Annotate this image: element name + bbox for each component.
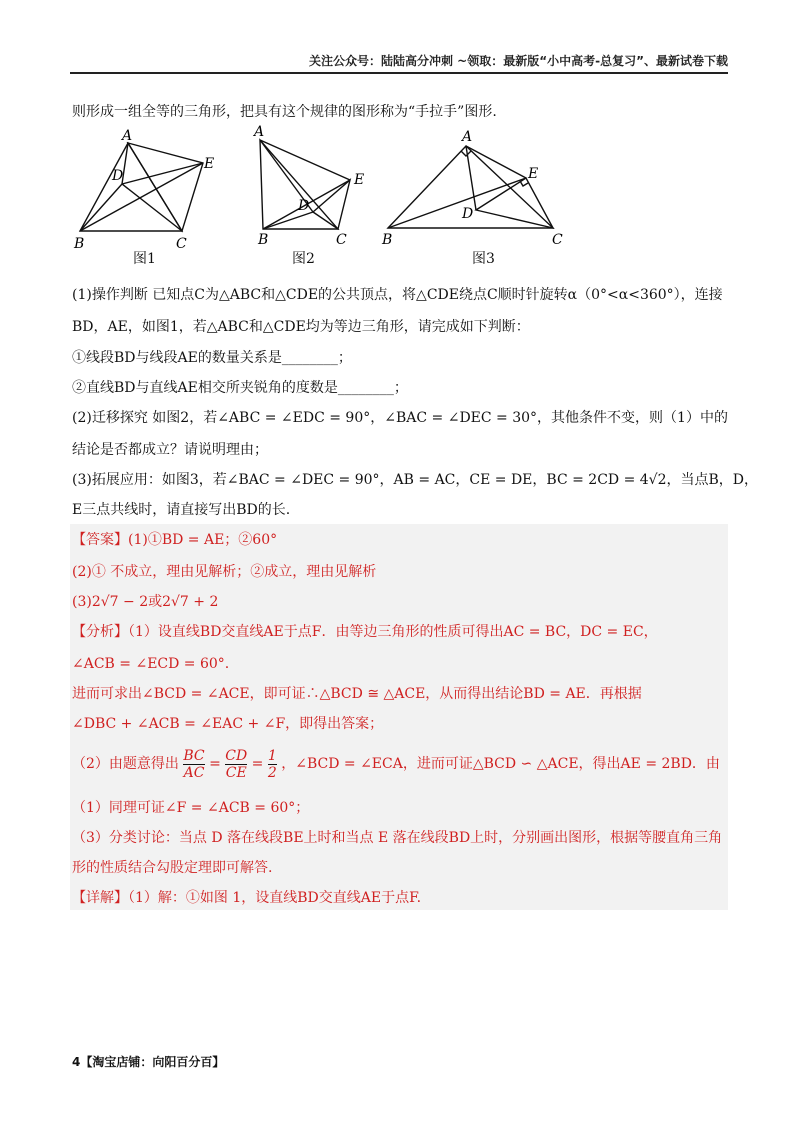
fig2-label-b: B: [258, 232, 269, 248]
detail-1: 【详解】（1）解：①如图 1，设直线BD交直线AE于点F.: [72, 890, 422, 906]
fig3-caption: 图3: [472, 251, 495, 267]
fig3-label-b: B: [382, 232, 393, 248]
equals-2: =: [251, 756, 264, 772]
intro-text: 则形成一组全等的三角形，把具有这个规律的图形称为“手拉手”图形.: [72, 104, 497, 120]
fraction-bc-ac: [183, 748, 204, 781]
fraction-one-half-numerator: 1: [267, 747, 277, 764]
problem-2-line-1: (2)迁移探究 如图2，若∠ABC = ∠EDC = 90°，∠BAC = ∠DEC = 30°，其他条件不变，则（1）中的: [72, 410, 728, 426]
figure-1: [70, 128, 230, 263]
fig3-label-c: C: [552, 232, 563, 248]
equals-1: =: [209, 756, 221, 772]
analysis-2: ∠ACB = ∠ECD = 60°.: [72, 656, 230, 672]
page-footer: 4【淘宝店铺：向阳百分百】: [72, 1055, 225, 1069]
fig1-label-b: B: [74, 236, 85, 252]
analysis-5-post: ，∠BCD = ∠ECA，进而可证△BCD ∽ △ACE，得出AE = 2BD．由: [281, 756, 720, 772]
problem-1-q1: ①线段BD与线段AE的数量关系是________；: [72, 350, 352, 366]
fraction-cd-ce-denominator: CE: [225, 764, 247, 781]
problem-1-q2: ②直线BD与直线AE相交所夹锐角的度数是________；: [72, 380, 408, 396]
analysis-1: 【分析】（1）设直线BD交直线AE于点F．由等边三角形的性质可得出AC = BC，DC = EC，: [72, 624, 658, 640]
fraction-one-half-denominator: 2: [267, 764, 277, 781]
problem-3-line-1: (3)拓展应用：如图3，若∠BAC = ∠DEC = 90°，AB = AC，CE = DE，BC = 2CD = 4√2，当点B，D，: [72, 472, 759, 488]
fig3-label-d: D: [462, 206, 474, 222]
analysis-5: [72, 746, 720, 782]
fig3-label-e: E: [528, 166, 539, 182]
fraction-bc-ac-numerator: BC: [183, 747, 205, 764]
fraction-cd-ce-numerator: CD: [225, 747, 248, 764]
answer-2: (2)① 不成立，理由见解析；②成立，理由见解析: [72, 564, 377, 580]
fig2-caption: 图2: [292, 251, 315, 267]
answer-3: (3)2√7 − 2或2√7 + 2: [72, 594, 219, 610]
fig2-label-a: A: [254, 124, 265, 140]
fig3-label-a: A: [462, 129, 473, 145]
analysis-7: （3）分类讨论：当点 D 落在线段BE上时和当点 E 落在线段BD上时，分别画出图形，根据等腰直角三角: [72, 830, 723, 846]
header-rule: [70, 72, 728, 74]
fraction-cd-ce: [225, 748, 247, 781]
analysis-5-pre: （2）由题意得出: [72, 756, 179, 772]
fig2-label-e: E: [354, 172, 365, 188]
page-header: 关注公众号：陆陆高分冲刺 ~领取：最新版“小中高考-总复习”、最新试卷下载: [309, 54, 728, 68]
problem-2-line-2: 结论是否都成立？请说明理由；: [72, 442, 268, 458]
analysis-3: 进而可求出∠BCD = ∠ACE，即可证∴△BCD ≅ △ACE，从而得出结论BD = AE．再根据: [72, 686, 642, 702]
fig2-label-d: D: [298, 198, 310, 214]
fraction-one-half: [268, 748, 277, 781]
fig1-label-a: A: [122, 128, 133, 144]
fig1-label-e: E: [204, 156, 215, 172]
fig2-label-c: C: [336, 232, 347, 248]
analysis-4: ∠DBC + ∠ACB = ∠EAC + ∠F，即得出答案；: [72, 716, 384, 732]
analysis-8: 形的性质结合勾股定理即可解答.: [72, 860, 273, 876]
answer-1: 【答案】(1)①BD = AE；②60°: [72, 532, 278, 548]
problem-1-line-1: (1)操作判断 已知点C为△ABC和△CDE的公共顶点，将△CDE绕点C顺时针旋转α（0°<α<360°），连接: [72, 287, 723, 303]
figure-2: [250, 122, 380, 252]
fig1-label-c: C: [176, 236, 187, 252]
figure-3: [378, 128, 568, 250]
analysis-6: （1）同理可证∠F = ∠ACB = 60°；: [72, 800, 310, 816]
problem-1-line-2: BD，AE，如图1，若△ABC和△CDE均为等边三角形，请完成如下判断：: [72, 319, 530, 335]
fig1-caption: 图1: [133, 251, 156, 267]
problem-3-line-2: E三点共线时，请直接写出BD的长.: [72, 502, 291, 518]
fraction-bc-ac-denominator: AC: [183, 764, 205, 781]
fig1-label-d: D: [112, 168, 124, 184]
